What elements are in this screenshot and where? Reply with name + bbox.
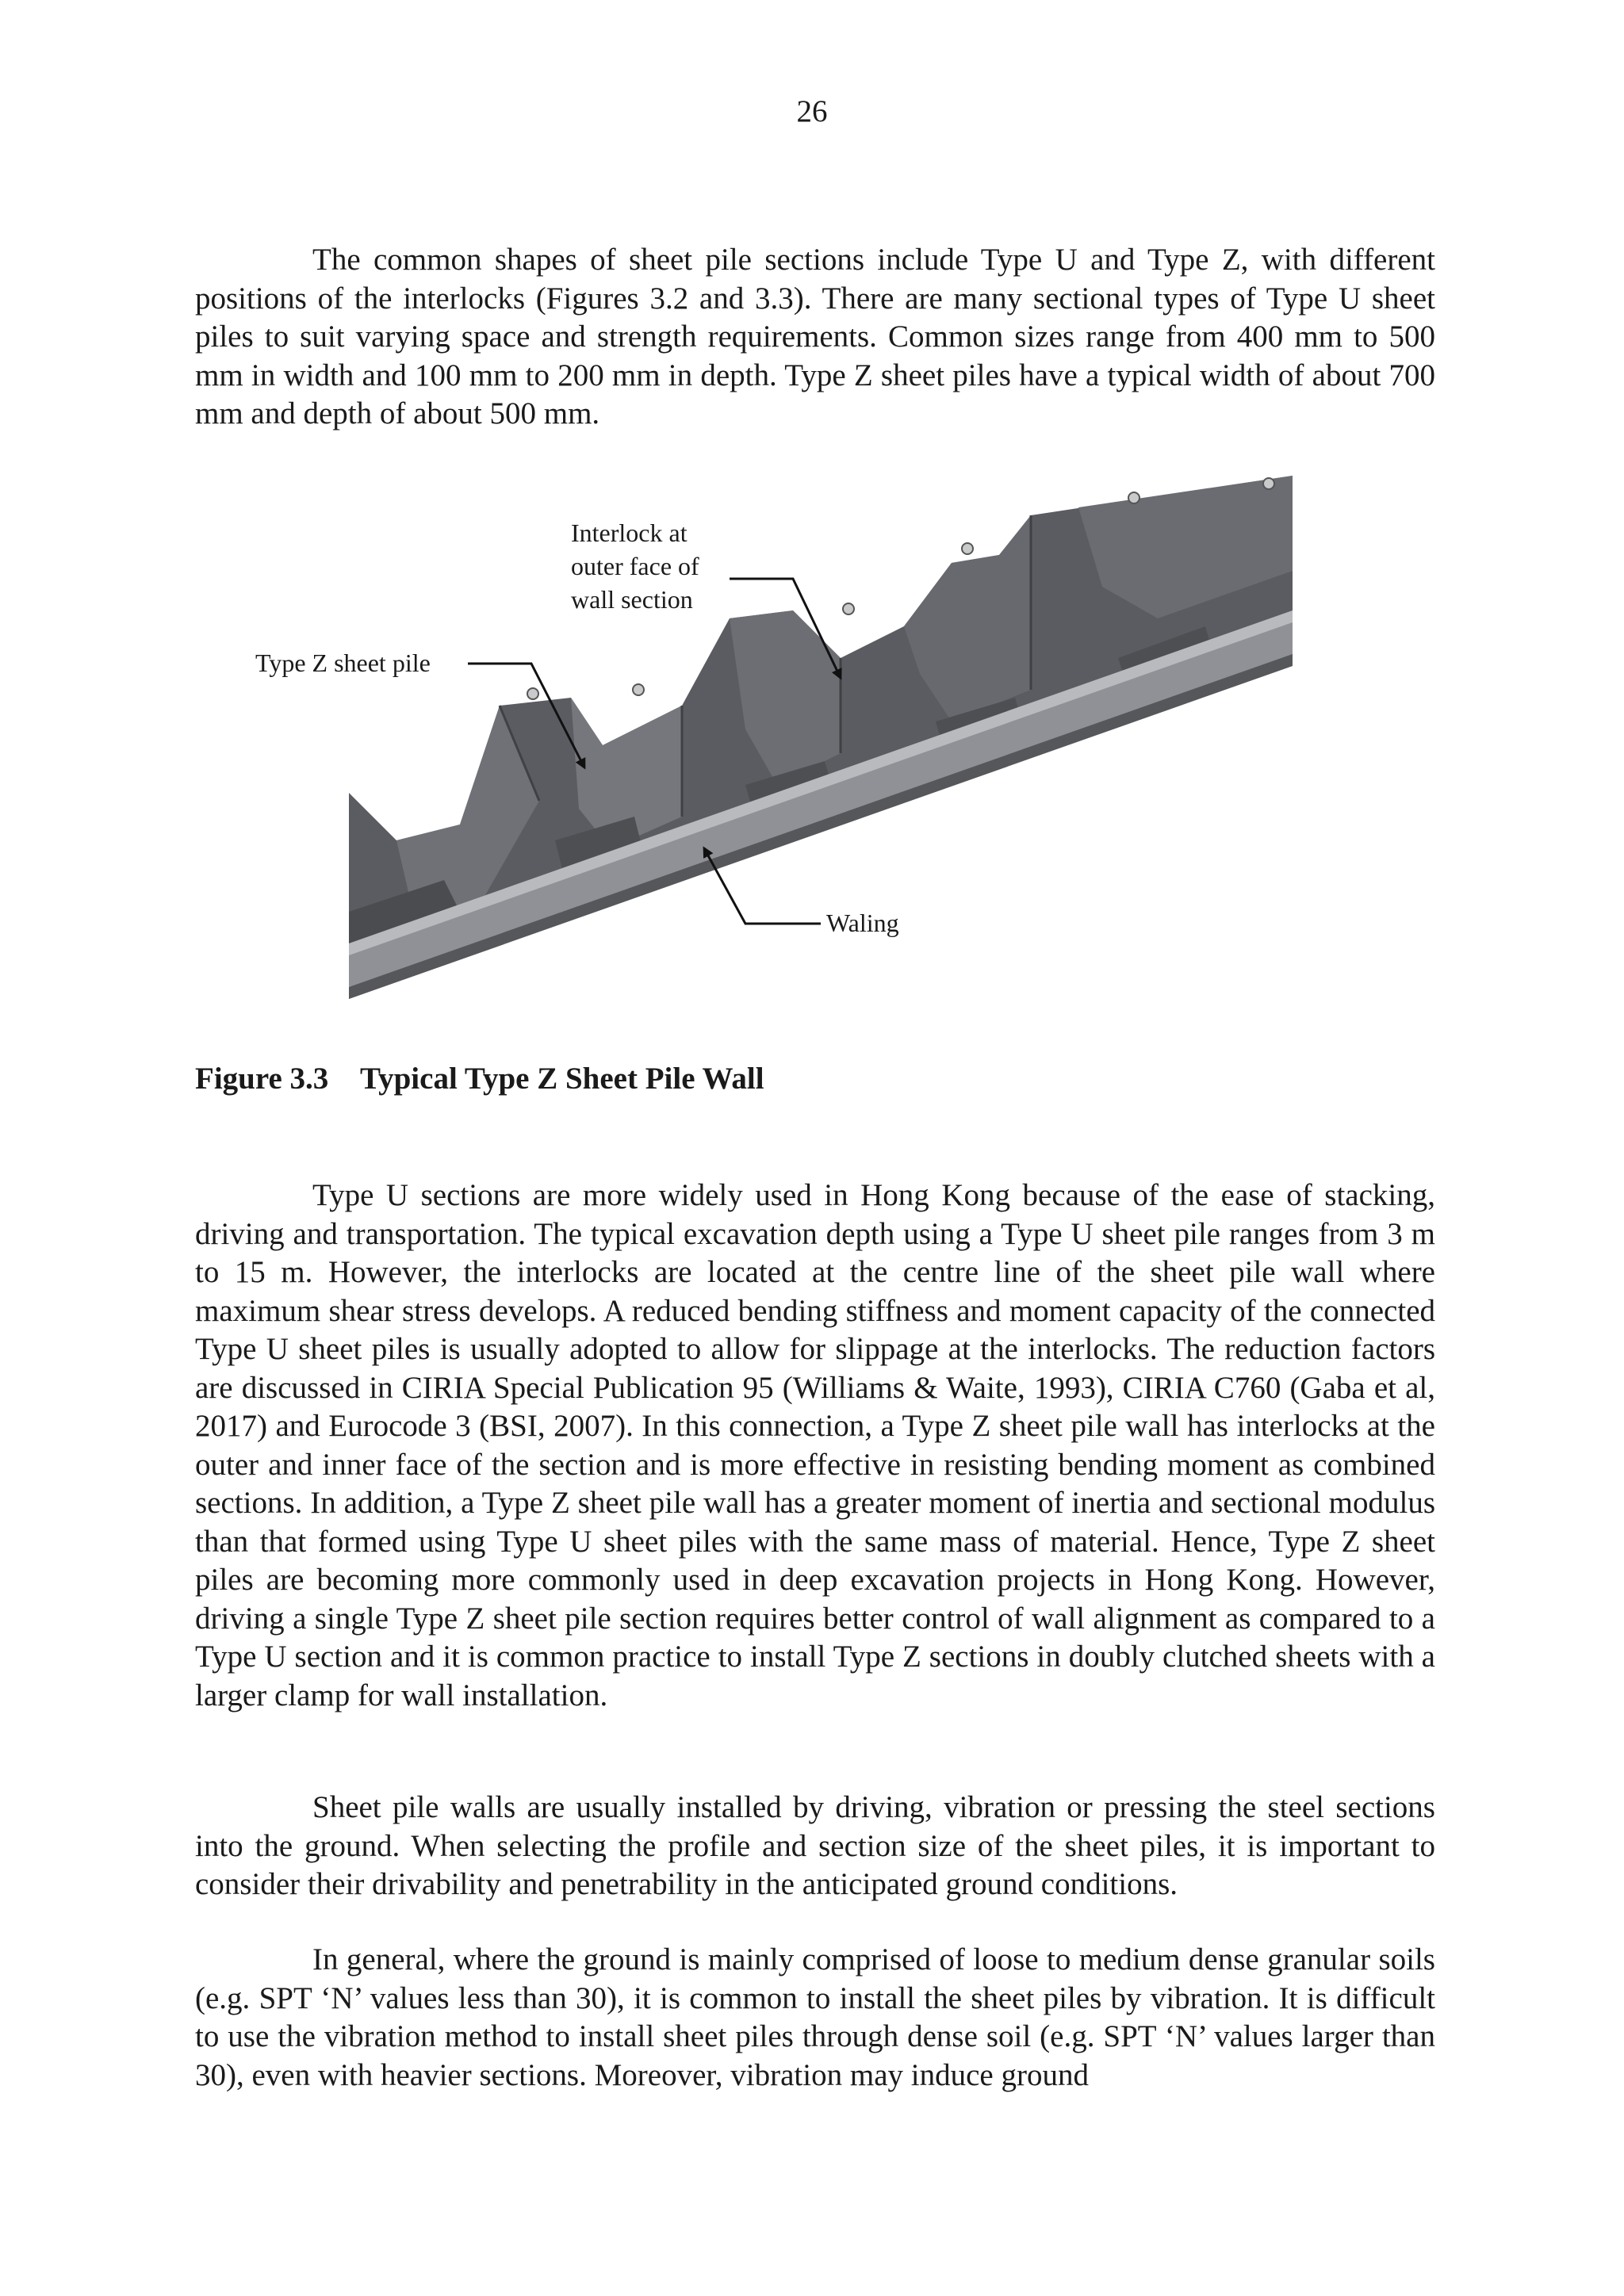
label-interlock-line1: Interlock at xyxy=(571,519,688,547)
figure-caption-title: Typical Type Z Sheet Pile Wall xyxy=(360,1062,764,1096)
paragraph-3: Sheet pile walls are usually installed by driving, vibration or pressing the steel sections into the ground. When selecting the profile and section size of the sheet piles, it is important to consider their drivability and penetrability in the anticipated ground conditions. xyxy=(195,1790,1435,1901)
sheet-pile-illustration xyxy=(238,468,1293,1027)
paragraph-2: Type U sections are more widely used in Hong Kong because of the ease of stacking, driving and transportation. The typical excavation depth using a Type U sheet pile ranges from 3 m to 15 m. However, the interlocks are located at the centre line of the sheet pile wall where maximum shear stress develops. A reduced bending stiffness and moment capacity of the connected Type U sheet piles is usually adopted to allow for slippage at the interlocks. The reduction factors are discussed in CIRIA Special Publication 95 (Williams & Waite, 1993), CIRIA C760 (Gaba et al, 2017) and Eurocode 3 (BSI, 2007). In this connection, a Type Z sheet pile wall has interlocks at the outer and inner face of the section and is more effective in resisting bending moment as combined sections. In addition, a Type Z sheet pile wall has a greater moment of inertia and sectional modulus than that formed using Type U sheet piles with the same mass of material. Hence, Type Z sheet piles are becoming more commonly used in deep excavation projects in Hong Kong. However, driving a single Type Z sheet pile section requires better control of wall alignment as compared to a Type U section and it is common practice to install Type Z sections in doubly clutched sheets with a larger clamp for wall installation. xyxy=(195,1178,1435,1712)
paragraph-4: In general, where the ground is mainly comprised of loose to medium dense granular soils (e.g. SPT ‘N’ values less than 30), it is common to install the sheet piles by vibration. It is difficult to use the vibration method to install sheet piles through dense soil (e.g. SPT ‘N’ values larger than 30), even with heavier sections. Moreover, vibration may induce ground xyxy=(195,1942,1435,2092)
paragraph-1: The common shapes of sheet pile sections include Type U and Type Z, with different positions of the interlocks (Figures 3.2 and 3.3). There are many sectional types of Type U sheet piles to suit varying space and strength requirements. Common sizes range from 400 mm to 500 mm in width and 100 mm to 200 mm in depth. Type Z sheet piles have a typical width of about 700 mm and depth of about 500 mm. xyxy=(195,243,1435,430)
sheet-pile-wall-graphic xyxy=(349,476,1293,999)
page-number: 26 xyxy=(796,94,828,128)
label-type-z-sheet-pile: Type Z sheet pile xyxy=(255,649,431,677)
figure-caption-number: Figure 3.3 xyxy=(195,1062,329,1096)
label-interlock-line3: wall section xyxy=(571,585,693,614)
label-waling: Waling xyxy=(826,909,899,937)
label-interlock-line2: outer face of xyxy=(571,552,699,580)
figure-sheet-pile-wall xyxy=(238,468,1293,1027)
figure-caption xyxy=(195,1061,764,1096)
